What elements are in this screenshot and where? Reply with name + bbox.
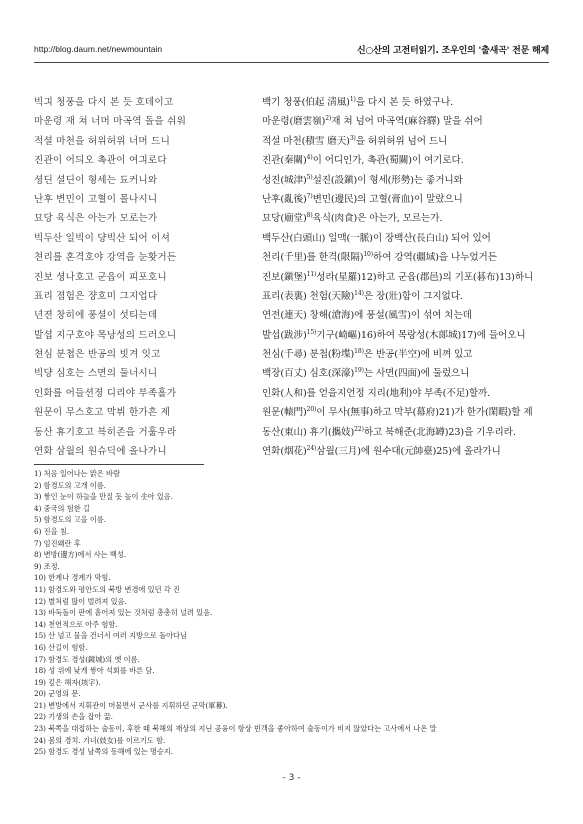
original-verse: 묘당 육식은 아는가 모로는가 [34, 213, 158, 225]
original-verse: 난후 변민이 고혈이 몰나시니 [34, 193, 158, 205]
translation-text-cont: 은 반공(半空)에 비껴 있고 [363, 349, 473, 361]
original-verse: 셩딘 셜딘이 형세는 됴커니와 [34, 174, 158, 186]
footnote: 25) 함경도 경성 남쪽의 동해에 있는 명승지. [34, 747, 174, 757]
footnote: 17) 함경도 경성(鏡城)의 옛 이름. [34, 654, 140, 664]
verse-line [34, 152, 563, 171]
translation-text-cont: 이 무사(無事)하고 막부(幕府)21)가 한가(閑暇)할 제 [316, 407, 533, 419]
footnote: 23) 북쪽을 대접하는 술동이, 후한 때 북해의 재상의 지닌 공융이 항상 빈객을 좋아하여 술동이가 비지 않았다는 고사에서 나온 말 [34, 724, 437, 734]
translation-text-cont: 성라(星羅)12)하고 군읍(郡邑)의 기포(碁布)13)하니 [316, 271, 534, 283]
translation-text: 발섭(跋涉) [262, 329, 307, 341]
modern-translation [262, 404, 572, 418]
footnote: 13) 바둑돌이 판에 흩어져 있는 것처럼 총총히 널려 있음. [34, 608, 213, 618]
translation-text: 마운령(磨雲嶺) [262, 116, 326, 128]
translation-text: 연전(連天) 창해(滄海)에 풍설(風雪)이 섞여 치는데 [262, 310, 472, 322]
translation-text: 원문(轅門) [262, 407, 307, 419]
original-verse: 인화를 어들션졍 디리야 부족홀가 [34, 387, 177, 399]
original-verse: 동산 휴기호고 븍히존을 거훌우라 [34, 426, 177, 438]
translation-text: 천리(千里)를 한격(限隔) [262, 252, 364, 264]
translation-text: 적설 마천(積雪 磨天) [262, 135, 350, 147]
footnote: 9) 조정. [34, 561, 60, 571]
footnote: 10) 한계나 경계가 막힘. [34, 573, 111, 583]
footnote-marker: 4) [306, 153, 313, 161]
verse-line [34, 365, 563, 384]
translation-text-cont: 삼월(三月)에 원수대(元帥臺)25)에 올라가니 [316, 446, 501, 458]
original-verse: 빅긔 청풍을 다시 본 듯 호데이고 [34, 97, 174, 108]
footnote-marker: 10) [363, 250, 374, 258]
modern-translation [262, 346, 572, 360]
verse-line [34, 94, 563, 113]
footnote: 21) 변방에서 지휘관이 머물면서 군사를 지휘하던 군막(軍幕). [34, 700, 228, 710]
translation-text-cont: 하고 북해준(北海罇)23)을 기우리라. [363, 426, 516, 438]
modern-translation [262, 230, 572, 244]
translation-text-cont: 을 허위허위 넘어 드니 [355, 135, 448, 147]
translation-text-cont: 은 장(壯)함이 그지없다. [363, 290, 463, 302]
original-verse: 원문이 무스호고 막뷔 한가흔 제 [34, 407, 171, 419]
footnote: 15) 산 넘고 물을 건너서 여러 지방으로 돌아다님 [34, 631, 187, 641]
footnote-marker: 3) [349, 134, 356, 142]
translation-text-cont: 는 사면(四面)에 둘렀으니 [363, 368, 470, 380]
footnote: 3) 쌓인 눈이 하늘을 만질 듯 높이 솟아 있음. [34, 492, 174, 502]
original-verse: 연화 삼월의 원슈딕에 올나가니 [34, 446, 167, 458]
modern-translation [262, 210, 572, 224]
translation-text-cont: 설진(設鎭)이 형세(形勢)는 좋거니와 [312, 174, 463, 186]
modern-translation [262, 365, 572, 379]
footnote-marker: 7) [306, 192, 313, 200]
verse-line [34, 385, 563, 404]
original-verse: 빅두산 일빅이 댱빅산 되어 이셔 [34, 232, 171, 244]
translation-text: 묘당(廟堂) [262, 213, 307, 225]
modern-translation [262, 172, 572, 186]
verse-line [34, 210, 563, 229]
translation-text: 성진(城津) [262, 174, 307, 186]
page-number: - 3 - [282, 773, 301, 783]
footnote: 20) 군영의 문. [34, 689, 81, 699]
verse-line [34, 133, 563, 152]
verse-line [34, 230, 563, 249]
footnote: 19) 깊은 해자(垓字). [34, 677, 101, 687]
translation-text: 표리(表裏) 천험(天險) [262, 290, 355, 302]
footnotes [34, 468, 559, 758]
translation-text: 진관(秦關) [262, 155, 307, 167]
footnote: 8) 변방(邊方)에서 사는 백성. [34, 550, 127, 560]
footnote: 14) 천연적으로 아주 험함. [34, 619, 118, 629]
verse-table [34, 94, 563, 462]
translation-text-cont: 변민(邊民)의 고혈(膏血)이 말랐으니 [312, 193, 463, 205]
modern-translation [262, 191, 572, 205]
footnote-marker: 1) [349, 95, 356, 103]
verse-line [34, 249, 563, 268]
translation-text: 난후(亂後) [262, 193, 307, 205]
original-verse: 진보 셩나호고 군읍이 피포호니 [34, 271, 167, 283]
translation-text-cont: 을 다시 본 듯 하였구나. [355, 97, 454, 108]
verse-line [34, 404, 563, 423]
verse-line [34, 307, 563, 326]
modern-translation [262, 269, 572, 283]
original-verse: 마운령 재 쳐 너머 마곡역 돌을 쉬워 [34, 116, 187, 128]
footnote-marker: 20) [306, 406, 317, 414]
footnote: 1) 처음 일어나는 맑은 바람 [34, 469, 120, 478]
translation-text: 백두산(白頭山) 일맥(一脈)이 장백산(長白山) 되어 있어 [262, 232, 491, 244]
original-verse: 적셜 마천을 허위허위 너머 드니 [34, 135, 171, 147]
footnote: 4) 중국의 험한 길 [34, 503, 90, 513]
footnote-marker: 24) [306, 444, 317, 452]
translation-text: 천심(千尋) 분첩(粉堞) [262, 349, 355, 361]
document-title: 신○산의 고전터읽기. 조우인의 '출새곡' 전문 해제 [356, 46, 549, 56]
footnote: 2) 함경도의 고개 이름. [34, 480, 107, 490]
page-header [34, 36, 549, 63]
modern-translation [262, 249, 572, 263]
footnote: 24) 봄의 경치. 기녀(妓女)를 이르기도 함. [34, 735, 166, 745]
translation-text-cont: 재 쳐 넘어 마곡역(麻谷驛) 말을 쉬어 [331, 116, 483, 128]
modern-translation [262, 288, 572, 302]
modern-translation [262, 443, 572, 457]
original-verse: 발셥 지구호야 목낭성의 드러오니 [34, 329, 177, 341]
modern-translation [262, 385, 572, 399]
modern-translation [262, 113, 572, 127]
translation-text: 인화(人和)를 얻을지언정 지리(地利)야 부족(不足)할까. [262, 387, 491, 399]
original-verse: 년젼 창히에 풍셜이 섯티는데 [34, 310, 158, 322]
verse-line [34, 288, 563, 307]
footnote-separator [34, 464, 204, 465]
verse-line [34, 424, 563, 443]
translation-text: 동산(東山) 휴기(攜妓) [262, 426, 355, 438]
footnote-marker: 19) [354, 367, 364, 375]
footnote: 18) 성 위에 낮게 쌓아 석회를 바른 담. [34, 666, 155, 676]
footnote-marker: 18) [354, 347, 364, 355]
translation-text-cont: 이 어디인가, 촉관(蜀關)이 여기로다. [312, 155, 464, 167]
footnote-marker: 22) [354, 425, 364, 433]
footnote-marker: 14) [354, 289, 364, 297]
verse-line [34, 172, 563, 191]
blog-url: http://blog.daum.net/newmountain [34, 44, 163, 54]
translation-text-cont: 육식(肉食)은 아는가, 모르는가. [312, 213, 443, 225]
modern-translation [262, 307, 572, 321]
footnote: 7) 임진왜란 후 [34, 538, 81, 548]
footnote: 5) 함경도의 고을 이름. [34, 515, 107, 525]
footnote-marker: 2) [325, 115, 332, 123]
translation-text-cont: 하여 강역(疆域)을 나누었거든 [373, 252, 497, 264]
verse-line [34, 269, 563, 288]
original-verse: 빅댱 심호는 스면의 둘너시니 [34, 368, 158, 380]
verse-line [34, 113, 563, 132]
modern-translation [262, 327, 572, 341]
footnote: 12) 별처럼 많이 벌려져 있음. [34, 596, 127, 606]
modern-translation [262, 152, 572, 166]
verse-line [34, 346, 563, 365]
translation-text: 백장(百丈) 심호(深濠) [262, 368, 355, 380]
translation-text: 연화(烟花) [262, 446, 307, 458]
original-verse: 쳔리를 혼격호야 강역을 눈홧거든 [34, 252, 177, 264]
footnote-marker: 15) [306, 328, 317, 336]
translation-text-cont: 기구(崎嶇)16)하여 목랑성(木郞城)17)에 들어오니 [316, 329, 526, 341]
verse-line [34, 327, 563, 346]
modern-translation [262, 94, 572, 108]
verse-line [34, 443, 563, 462]
modern-translation [262, 424, 572, 438]
footnote: 22) 기생의 손을 잡아 끎. [34, 712, 113, 722]
footnote: 16) 산길이 험함. [34, 642, 88, 652]
verse-line [34, 191, 563, 210]
modern-translation [262, 133, 572, 147]
footnote: 11) 함경도와 평안도의 북방 변경에 있던 각 진 [34, 584, 180, 594]
translation-text: 진보(鎭堡) [262, 271, 307, 283]
footnote: 6) 진을 침. [34, 526, 70, 536]
original-verse: 표리 졈험은 쟝호미 그지업다 [34, 290, 158, 302]
translation-text: 백기 청풍(伯起 淸風) [262, 97, 350, 108]
footnote-marker: 11) [306, 270, 317, 278]
footnote-marker: 5) [306, 173, 313, 181]
original-verse: 진관이 어듸오 촉관이 여긔로다 [34, 155, 167, 167]
original-verse: 쳔심 분쳡은 반공의 빗겨 잇고 [34, 349, 161, 361]
footnote-marker: 8) [306, 212, 313, 220]
